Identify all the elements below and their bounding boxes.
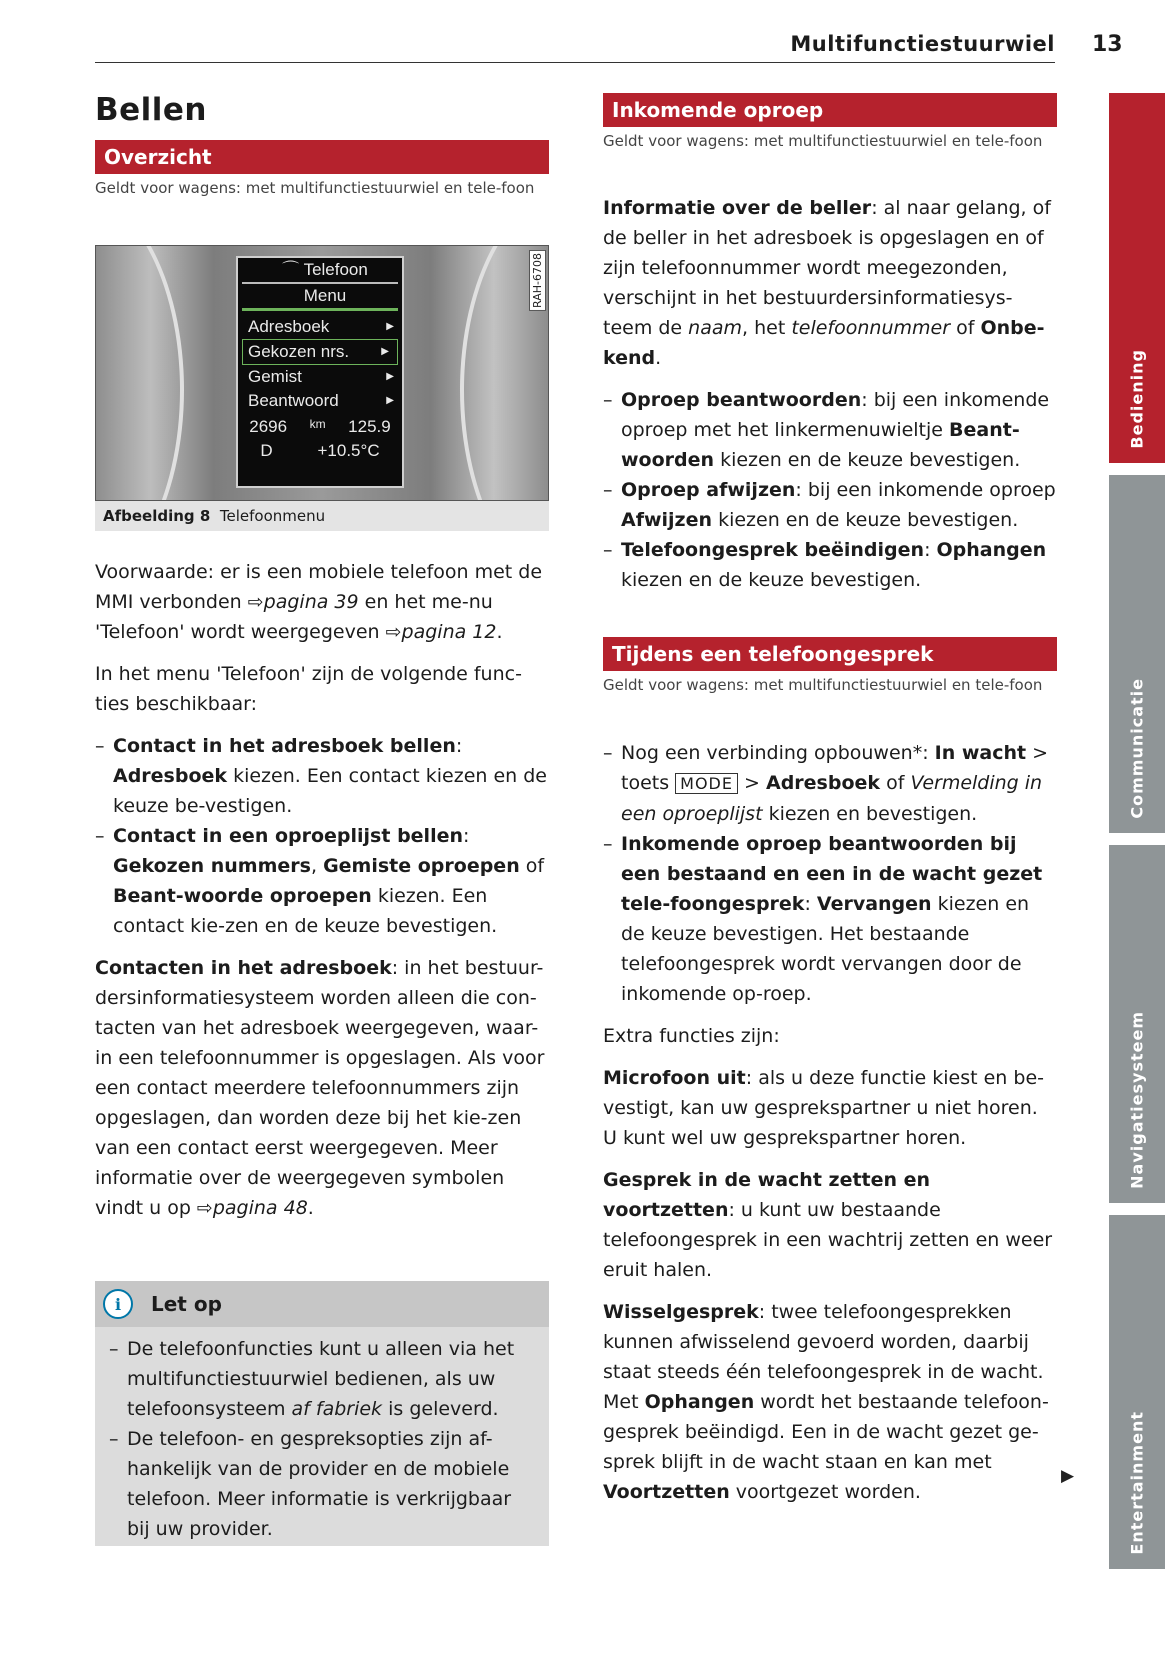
list-item: – Contact in het adresboek bellen: Adresboek kiezen. Een contact kiezen en de keuze be-vestigen. — [95, 731, 549, 821]
during-call-heading: Tijdens een telefoongesprek — [603, 637, 1057, 671]
dashboard-display — [236, 256, 404, 488]
paragraph-caller-info: Informatie over de beller: al naar gelang, of de beller in het adresboek is opgeslagen en of zijn telefoonnummer wordt meegezonden, verschijnt in het bestuurdersinformatiesys-teem de naam, het telefoonnummer of Onbe-kend. — [603, 197, 1051, 369]
menu-item-adresboek: Adresboek ▶ — [238, 315, 402, 339]
figure-caption — [95, 501, 549, 531]
odometer-unit: km — [309, 417, 326, 431]
paragraph-precondition: Voorwaarde: er is een mobiele telefoon met de MMI verbonden ⇨pagina 39 en het me-nu 'Telefoon' wordt weergegeven ⇨pagina 12. — [95, 561, 543, 643]
applies-note: Geldt voor wagens: met multifunctiestuurwiel en tele-foon — [95, 179, 535, 197]
tab-entertainment[interactable]: Entertainment — [1109, 1215, 1165, 1569]
chevron-right-icon: ▶ — [386, 321, 394, 332]
body-text-left — [95, 557, 549, 1223]
tab-bediening[interactable]: Bediening — [1109, 93, 1165, 463]
running-header — [95, 28, 1055, 63]
display-title-text: Telefoon — [303, 260, 368, 279]
body-text-incoming — [603, 193, 1057, 595]
caption-text: Telefoonmenu — [219, 507, 326, 525]
paragraph-functions: In het menu 'Telefoon' zijn de volgende func-ties beschikbaar: — [95, 663, 522, 715]
note-title: Let op — [151, 1292, 222, 1316]
status-row — [238, 441, 402, 461]
chevron-right-icon: ▶ — [386, 395, 394, 406]
odometer-value: 2696 — [249, 417, 288, 436]
note-header — [95, 1281, 549, 1327]
caption-label: Afbeelding 8 — [103, 507, 211, 525]
note-body — [95, 1327, 549, 1544]
paragraph-hold: Gesprek in de wacht zetten en voortzetten: u kunt uw bestaande telefoongesprek in een wachtrij zetten en weer eruit halen. — [603, 1169, 1053, 1281]
list-item: – Telefoongesprek beëindigen: Ophangen kiezen en de keuze bevestigen. — [603, 535, 1057, 595]
arrow-right-icon: ⇨ — [385, 621, 402, 643]
mode-key: MODE — [675, 773, 738, 794]
paragraph-swap: Wisselgesprek: twee telefoongesprekken kunnen afwisselend gevoerd worden, daarbij staat steeds één telefoongesprek in de wacht. Met Ophangen wordt het bestaande telefoon-gesprek beëindigd. Een in de wacht gezet ge-sprek blijft in de wacht staan en kan met Voortzetten voortgezet worden. — [603, 1301, 1049, 1503]
incoming-call-heading: Inkomende oproep — [603, 93, 1057, 127]
arrow-right-icon: ⇨ — [247, 591, 264, 613]
next-page-icon: ▶ — [1061, 1466, 1075, 1486]
gear-indicator: D — [260, 441, 273, 460]
menu-item-gekozen: Gekozen nrs. ▶ — [242, 339, 398, 365]
list-item: – Oproep afwijzen: bij een inkomende oproep Afwijzen kiezen en de keuze bevestigen. — [603, 475, 1057, 535]
figure-code: RAH-6708 — [529, 250, 546, 311]
trip-value: 125.9 — [348, 417, 391, 436]
list-item: – Nog een verbinding opbouwen*: In wacht > toets MODE > Adresboek of Vermelding in een oproeplijst kiezen en bevestigen. — [603, 738, 1057, 829]
list-item: – Contact in een oproeplijst bellen: Gekozen nummers, Gemiste oproepen of Beant-woorde oproepen kiezen. Een contact kie-zen en de keuze bevestigen. — [95, 821, 549, 941]
list-item: – Oproep beantwoorden: bij een inkomende oproep met het linkermenuwieltje Beant-woorden kiezen en de keuze bevestigen. — [603, 385, 1057, 475]
arrow-right-icon: ⇨ — [196, 1197, 213, 1219]
paragraph-extra: Extra functies zijn: — [603, 1025, 780, 1047]
display-menu-label: Menu — [242, 284, 398, 311]
note-box — [95, 1281, 549, 1546]
list-item: – Inkomende oproep beantwoorden bij een bestaand en een in de wacht gezet tele-foongesprek: Vervangen kiezen en de keuze bevestigen. Het bestaande telefoongesprek wordt vervangen door de inkomende op-roep. — [603, 829, 1057, 1009]
page-link[interactable]: pagina 48 — [212, 1197, 308, 1219]
page-title: Bellen — [95, 92, 207, 128]
chevron-right-icon: ▶ — [381, 346, 389, 357]
body-text-during — [603, 738, 1057, 1507]
menu-item-beantwoord: Beantwoord ▶ — [238, 389, 402, 413]
section-title: Multifunctiestuurwiel — [790, 32, 1055, 56]
paragraph-mic: Microfoon uit: als u deze functie kiest en be-vestigt, kan uw gesprekspartner u niet horen. U kunt wel uw gesprekspartner horen. — [603, 1067, 1044, 1149]
tab-navigatiesysteem[interactable]: Navigatiesysteem — [1109, 845, 1165, 1203]
overview-heading: Overzicht — [95, 140, 549, 174]
info-icon: i — [103, 1289, 133, 1319]
applies-note: Geldt voor wagens: met multifunctiestuurwiel en tele-foon — [603, 132, 1043, 150]
note-item: – De telefoonfuncties kunt u alleen via het multifunctiestuurwiel bedienen, als uw telefoonsysteem af fabriek is geleverd. — [109, 1334, 535, 1424]
chevron-right-icon: ▶ — [386, 371, 394, 382]
page-link[interactable]: pagina 39 — [263, 591, 359, 613]
applies-note: Geldt voor wagens: met multifunctiestuurwiel en tele-foon — [603, 676, 1043, 694]
odometer-row — [238, 417, 402, 437]
page-link[interactable]: pagina 12 — [401, 621, 497, 643]
display-title — [242, 258, 398, 284]
outside-temp: +10.5°C — [317, 441, 380, 460]
paragraph-contacts: Contacten in het adresboek: in het bestuur-dersinformatiesysteem worden alleen die con-tacten van het adresboek weergegeven, waar-in een telefoonnummer is opgeslagen. Als voor een contact meerdere telefoonnummers zijn opgeslagen, dan worden deze bij het kie-zen van een contact eerst weergegeven. Meer informatie over de weergegeven symbolen vindt u op ⇨pagina 48. — [95, 957, 545, 1219]
left-gauge — [95, 245, 184, 501]
page-number: 13 — [1092, 32, 1123, 57]
note-item: – De telefoon- en gespreksopties zijn af-hankelijk van de provider en de mobiele telefoon. Meer informatie is verkrijgbaar bij uw provider. — [109, 1424, 535, 1544]
phone-menu-figure — [95, 245, 549, 501]
tab-communicatie[interactable]: Communicatie — [1109, 475, 1165, 833]
phone-icon: ⌒ — [282, 260, 300, 279]
menu-item-gemist: Gemist ▶ — [238, 365, 402, 389]
